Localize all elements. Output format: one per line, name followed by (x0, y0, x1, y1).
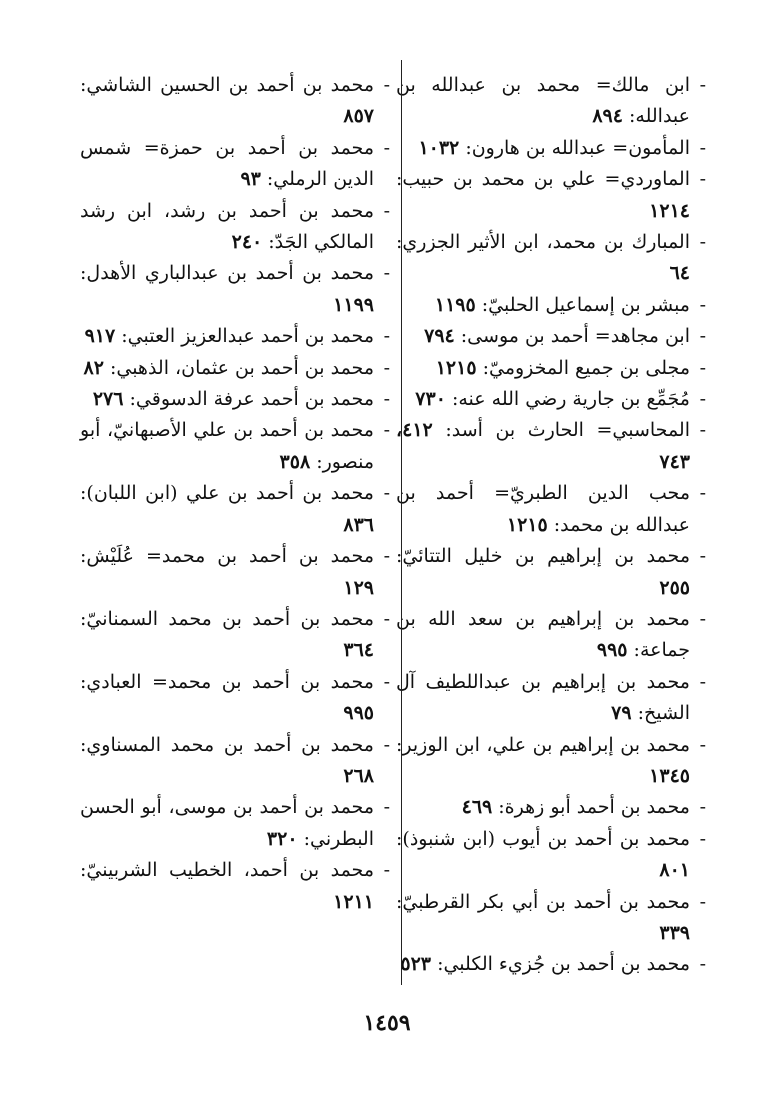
entry-page-ref: ١٠٣٢ (418, 136, 460, 159)
entry-bullet: - (699, 482, 706, 505)
index-entry (396, 70, 706, 133)
index-entry (396, 949, 706, 980)
entry-bullet: - (699, 827, 706, 850)
index-entry (396, 478, 706, 541)
entry-bullet: - (383, 482, 390, 505)
entry-page-ref: ٢٤٠ (231, 231, 263, 254)
entry-bullet: - (383, 545, 390, 568)
entry-name: محمد بن أحمد بن رشد، ابن رشد المالكي الجَدّ: (80, 199, 374, 254)
entry-bullet: - (383, 607, 390, 630)
entry-page-ref: ٥٢٣ (400, 953, 432, 976)
entry-name: محمد بن أحمد بن حمزة= شمس الدين الرملي: (80, 136, 374, 191)
entry-page-ref: ٣٥٨ (279, 450, 311, 473)
index-entry (80, 384, 390, 415)
entry-name: المأمون= عبدالله بن هارون: (465, 136, 690, 159)
index-entry (396, 321, 706, 352)
entry-bullet: - (699, 356, 706, 379)
entry-name: محمد بن أحمد بن محمد= العبادي: (80, 670, 374, 693)
entry-bullet: - (699, 74, 706, 96)
entry-bullet: - (699, 136, 706, 159)
entry-page-ref: ٦٤ (669, 262, 690, 285)
entry-name: محمد بن أحمد بن محمد السمنانيّ: (80, 607, 374, 630)
index-entry (80, 321, 390, 352)
index-entry (396, 384, 706, 415)
entry-name: المحاسبي= الحارث بن أسد: (445, 419, 690, 442)
entry-name: محمد بن أحمد بن أيوب (ابن شنبوذ): (396, 827, 690, 850)
index-entry (80, 792, 390, 855)
index-entry (396, 824, 706, 887)
entry-page-ref: ٧٩٤ (424, 325, 455, 348)
entry-page-ref: ٩٩٥ (596, 639, 628, 662)
entry-page-ref: ٤١٢، ٧٤٣ (396, 419, 690, 473)
entry-name: محمد بن إبراهيم بن خليل التتائيّ: (396, 545, 690, 568)
entry-name: ابن مجاهد= أحمد بن موسى: (460, 325, 690, 348)
entry-name: محمد بن أحمد بن علي الأصبهانيّ، أبو منصور: (80, 419, 374, 473)
entry-name: المبارك بن محمد، ابن الأثير الجزري: (396, 231, 690, 254)
entry-bullet: - (383, 325, 390, 348)
entry-name: محمد بن إبراهيم بن سعد الله بن جماعة: (396, 607, 690, 662)
index-entry (396, 730, 706, 793)
entry-name: محمد بن أحمد أبو زهرة: (498, 796, 690, 819)
index-entry (396, 133, 706, 164)
index-entry (396, 792, 706, 823)
index-column-left (80, 70, 390, 918)
entry-name: محمد بن إبراهيم بن عبداللطيف آل الشيخ: (396, 670, 690, 725)
entry-bullet: - (383, 419, 390, 442)
index-entry (396, 164, 706, 227)
entry-bullet: - (699, 953, 706, 976)
entry-bullet: - (699, 796, 706, 819)
index-entry (396, 353, 706, 384)
entry-page-ref: ٨٢ (83, 356, 104, 379)
index-entry (396, 415, 706, 478)
entry-bullet: - (699, 168, 706, 191)
entry-page-ref: ٢٧٦ (92, 388, 124, 411)
entry-name: محمد بن أحمد بن علي (ابن اللبان): (80, 482, 374, 505)
entry-bullet: - (699, 231, 706, 254)
entry-page-ref: ١١٩٩ (333, 293, 374, 316)
entry-bullet: - (699, 890, 706, 913)
entry-page-ref: ١٢٩ (343, 576, 374, 599)
entry-name: محمد بن أحمد بن عبدالباري الأهدل: (80, 262, 374, 285)
index-entry (80, 196, 390, 259)
entry-page-ref: ٢٥٥ (659, 576, 690, 599)
entry-name: محمد بن أحمد بن جُزيء الكلبي: (437, 953, 690, 976)
entry-name: محمد بن أحمد، الخطيب الشربينيّ: (80, 859, 374, 882)
entry-bullet: - (699, 293, 706, 316)
entry-bullet: - (383, 796, 390, 819)
entry-page-ref: ٨٩٤ (592, 105, 623, 128)
entry-bullet: - (699, 419, 706, 442)
entry-page-ref: ٨٣٦ (343, 513, 374, 536)
index-entry (396, 227, 706, 290)
entry-page-ref: ٩١٧ (84, 325, 116, 348)
entry-name: محمد بن أحمد بن محمد= عُلَيْش: (80, 545, 374, 568)
entry-name: مجلى بن جميع المخزوميّ: (482, 356, 690, 379)
entry-page-ref: ٤٦٩ (461, 796, 493, 819)
entry-bullet: - (699, 607, 706, 630)
entry-page-ref: ٩٩٥ (343, 702, 374, 725)
entry-bullet: - (383, 136, 390, 159)
entry-page-ref: ١٢١٤ (649, 199, 690, 222)
entry-bullet: - (383, 356, 390, 379)
entry-name: ابن مالك= محمد بن عبدالله بن عبدالله: (396, 74, 690, 128)
entry-bullet: - (383, 388, 390, 411)
entry-bullet: - (383, 74, 390, 96)
entry-page-ref: ٧٩ (611, 702, 632, 725)
index-entry (80, 667, 390, 730)
entry-page-ref: ١٣٤٥ (649, 764, 690, 787)
column-divider (401, 60, 402, 985)
entry-bullet: - (383, 859, 390, 882)
entry-bullet: - (699, 670, 706, 693)
entry-bullet: - (699, 325, 706, 348)
entry-bullet: - (383, 262, 390, 285)
entry-bullet: - (383, 733, 390, 756)
entry-name: محمد بن أحمد عرفة الدسوقي: (129, 388, 374, 411)
index-entry (80, 478, 390, 541)
index-entry (396, 604, 706, 667)
entry-page-ref: ٣٢٠ (266, 827, 298, 850)
index-entry (80, 133, 390, 196)
entry-page-ref: ٨٠١ (659, 859, 690, 882)
entry-name: مبشر بن إسماعيل الحلبيّ: (481, 293, 690, 316)
index-entry (396, 290, 706, 321)
entry-page-ref: ٧٣٠ (415, 388, 446, 411)
entry-bullet: - (383, 670, 390, 693)
entry-page-ref: ٢٦٨ (343, 764, 374, 787)
entry-page-ref: ١٢١٥ (435, 356, 477, 379)
index-entry (80, 730, 390, 793)
index-entry (80, 70, 390, 133)
entry-bullet: - (699, 545, 706, 568)
index-entry (80, 604, 390, 667)
index-entry (80, 258, 390, 321)
entry-name: محمد بن أحمد بن موسى، أبو الحسن البطرني: (80, 796, 374, 850)
index-entry (80, 415, 390, 478)
entry-page-ref: ٣٦٤ (343, 639, 374, 662)
entry-page-ref: ١٢١١ (333, 890, 374, 913)
index-entry (80, 541, 390, 604)
entry-name: مُجَمِّع بن جارية رضي الله عنه: (451, 388, 690, 411)
entry-bullet: - (383, 199, 390, 222)
entry-page-ref: ٨٥٧ (343, 105, 374, 128)
entry-bullet: - (699, 733, 706, 756)
page-number: ١٤٥٩ (363, 1010, 411, 1036)
index-entry (396, 887, 706, 950)
entry-name: الماوردي= علي بن محمد بن حبيب: (396, 168, 690, 191)
index-entry (396, 541, 706, 604)
entry-name: محب الدين الطبريّ= أحمد بن عبدالله بن محمد: (396, 482, 690, 536)
entry-bullet: - (699, 388, 706, 411)
index-entry (80, 855, 390, 918)
index-entry (80, 353, 390, 384)
index-column-right (396, 70, 706, 981)
entry-page-ref: ٣٣٩ (659, 921, 690, 944)
entry-page-ref: ٩٣ (240, 168, 261, 191)
entry-page-ref: ١١٩٥ (434, 293, 476, 316)
entry-name: محمد بن أحمد عبدالعزيز العتبي: (121, 325, 374, 348)
entry-name: محمد بن أحمد بن أبي بكر القرطبيّ: (396, 890, 690, 913)
entry-name: محمد بن أحمد بن محمد المسناوي: (80, 733, 374, 756)
entry-name: محمد بن أحمد بن الحسين الشاشي: (80, 74, 374, 96)
index-entry (396, 667, 706, 730)
entry-page-ref: ١٢١٥ (506, 513, 548, 536)
entry-name: محمد بن أحمد بن عثمان، الذهبي: (109, 356, 374, 379)
entry-name: محمد بن إبراهيم بن علي، ابن الوزير: (396, 733, 690, 756)
